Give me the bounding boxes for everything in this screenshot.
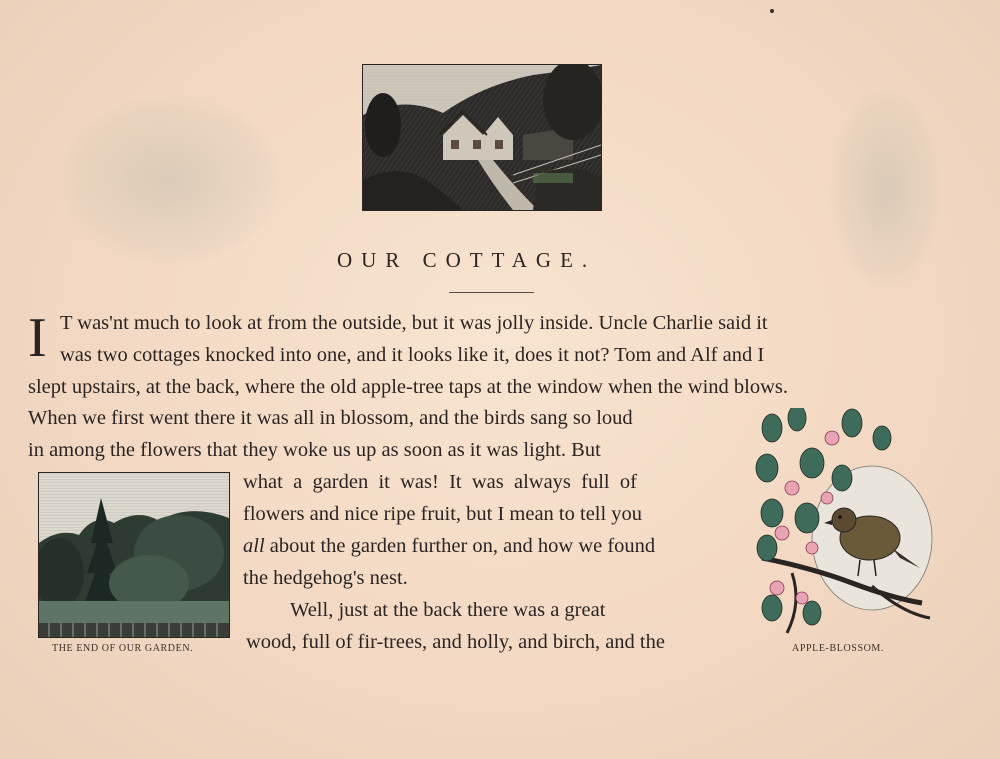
ink-speck xyxy=(770,9,774,13)
text-line-8-wrapper xyxy=(243,531,655,563)
text-line-1: T was'nt much to look at from the outside, but it was jolly inside. Uncle Charlie said it xyxy=(60,312,768,334)
apple-blossom-picture xyxy=(752,408,934,634)
text-line-7: flowers and nice ripe fruit, but I mean to tell you xyxy=(243,503,643,525)
garden-caption: THE END OF OUR GARDEN. xyxy=(52,643,194,654)
title-rule xyxy=(449,292,534,293)
drop-cap: I xyxy=(28,307,47,369)
cottage-engraving xyxy=(362,64,602,211)
emphasis-word: all xyxy=(243,535,265,557)
blossom-caption: APPLE-BLOSSOM. xyxy=(792,643,885,654)
text-line-8: about the garden further on, and how we found xyxy=(269,535,656,557)
text-line-9: the hedgehog's nest. xyxy=(243,567,408,589)
text-line-11: wood, full of fir-trees, and holly, and birch, and the xyxy=(246,631,665,653)
bleed-through-illustration-left xyxy=(60,95,280,265)
text-line-4: When we first went there it was all in blossom, and the birds sang so loud xyxy=(28,407,633,429)
text-line-10: Well, just at the back there was a great xyxy=(290,599,606,621)
text-line-3: slept upstairs, at the back, where the old apple-tree taps at the window when the wind blows. xyxy=(28,376,789,398)
cottage-picture xyxy=(363,65,601,210)
page-title: OUR COTTAGE. xyxy=(337,248,597,272)
bleed-through-illustration-right xyxy=(830,90,940,290)
garden-engraving xyxy=(38,472,230,638)
apple-blossom-engraving xyxy=(752,408,934,634)
garden-picture xyxy=(39,473,229,637)
text-line-2: was two cottages knocked into one, and it looks like it, does it not? Tom and Alf and I xyxy=(60,344,765,366)
text-line-6: what a garden it was! It was always full of xyxy=(243,471,637,493)
text-line-5: in among the flowers that they woke us up as soon as it was light. But xyxy=(28,439,601,461)
